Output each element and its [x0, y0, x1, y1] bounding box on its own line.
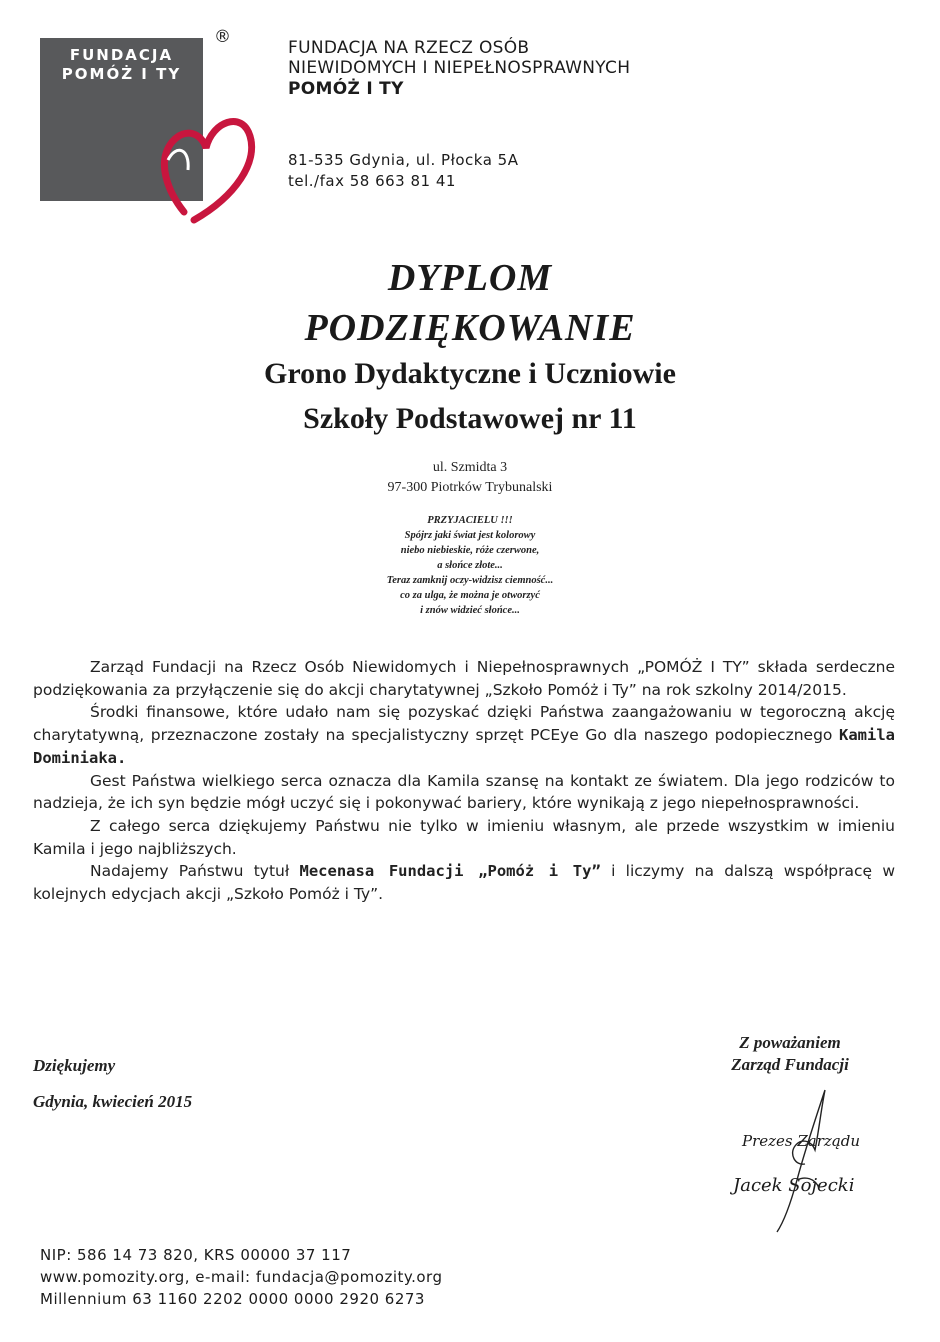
- handwritten-signature: [735, 1080, 845, 1240]
- thanks-title: PODZIĘKOWANIE: [304, 307, 636, 349]
- paragraph-5: [33, 860, 895, 905]
- paragraph-1: Zarząd Fundacji na Rzecz Osób Niewidomych i Niepełnosprawnych „POMÓŻ I TY” składa serdeczne podziękowania za przyłączenie się do akcji charytatywnej „Szkoło Pomóż i Ty” na rok szkolny 2014/2015.: [33, 658, 895, 699]
- paragraph-4: Z całego serca dziękujemy Państwu nie tylko w imieniu własnym, ale przede wszystkim w imieniu Kamila i jego najbliższych.: [33, 816, 895, 858]
- paragraph-2: [33, 701, 895, 769]
- org-name-line-3: POMÓŻ I TY: [288, 79, 404, 99]
- beneficiary-name: Kamila Dominiaka.: [33, 726, 895, 767]
- org-name-line-2: NIEWIDOMYCH I NIEPEŁNOSPRAWNYCH: [288, 58, 631, 78]
- footer-ids: NIP: 586 14 73 820, KRS 00000 37 117: [40, 1246, 352, 1264]
- heart-icon: [150, 100, 260, 230]
- poem-line: niebo niebieskie, róże czerwone,: [400, 545, 540, 556]
- patron-title: Mecenasa Fundacji „Pomóż i Ty”: [299, 862, 601, 881]
- org-address: 81-535 Gdynia, ul. Płocka 5A: [288, 151, 519, 169]
- letter-body: [33, 656, 895, 906]
- paragraph-3: Gest Państwa wielkiego serca oznacza dla Kamila szansę na kontakt ze światem. Dla jego rodziców to nadzieja, że ich syn będzie mógł uczyć się i pokonywać bariery, które wynikają z jego niepełnosprawności.: [33, 771, 895, 813]
- logo-line-2: POMÓŻ I TY: [61, 65, 182, 83]
- footer-bank-account: Millennium 63 1160 2202 0000 0000 2920 6273: [40, 1290, 425, 1308]
- signer-name: Jacek Sojecki: [733, 1175, 855, 1196]
- recipient-line-1: Grono Dydaktyczne i Uczniowie: [264, 357, 676, 390]
- poem-line: co za ulga, że można je otworzyć: [400, 590, 540, 601]
- poem: [0, 513, 940, 618]
- poem-line: i znów widzieć słońce...: [420, 605, 520, 616]
- signer-role: Prezes Zarządu: [742, 1132, 861, 1150]
- regards-block: [690, 1032, 890, 1076]
- regards-line-1: Z poważaniem: [739, 1033, 841, 1052]
- place-date: Gdynia, kwiecień 2015: [33, 1092, 193, 1111]
- diploma-title: DYPLOM: [387, 257, 553, 299]
- paragraph-2-text: Środki finansowe, które udało nam się pozyskać dzięki Państwa zaangażowaniu w tegoroczną akcję charytatywną, przeznaczone zostały na specjalistyczny sprzęt PCEye Go dla naszego podopiecznego: [33, 703, 895, 745]
- poem-line: a słońce złote...: [437, 560, 503, 571]
- school-street: ul. Szmidta 3: [432, 460, 508, 475]
- logo-line-1: FUNDACJA: [69, 46, 174, 64]
- footer-contact: www.pomozity.org, e-mail: fundacja@pomozity.org: [40, 1268, 443, 1286]
- logo-wordmark: [40, 46, 203, 84]
- registered-mark: ®: [214, 27, 231, 47]
- school-city: 97-300 Piotrków Trybunalski: [387, 480, 553, 495]
- poem-line: PRZYJACIELU !!!: [427, 515, 513, 526]
- thanks-closing: Dziękujemy: [33, 1056, 116, 1075]
- org-phone: tel./fax 58 663 81 41: [288, 172, 456, 190]
- paragraph-5-text-a: Nadajemy Państwu tytuł: [90, 862, 300, 881]
- poem-line: Spójrz jaki świat jest kolorowy: [404, 530, 536, 541]
- org-name-line-1: FUNDACJA NA RZECZ OSÓB: [288, 38, 530, 58]
- poem-line: Teraz zamknij oczy-widzisz ciemność...: [386, 575, 554, 586]
- paragraph-5-text-b: i liczymy na dalszą współpracę w kolejnych edycjach akcji „Szkoło Pomóż i Ty”.: [33, 862, 895, 904]
- regards-line-2: Zarząd Fundacji: [731, 1055, 849, 1074]
- recipient-line-2: Szkoły Podstawowej nr 11: [303, 402, 637, 435]
